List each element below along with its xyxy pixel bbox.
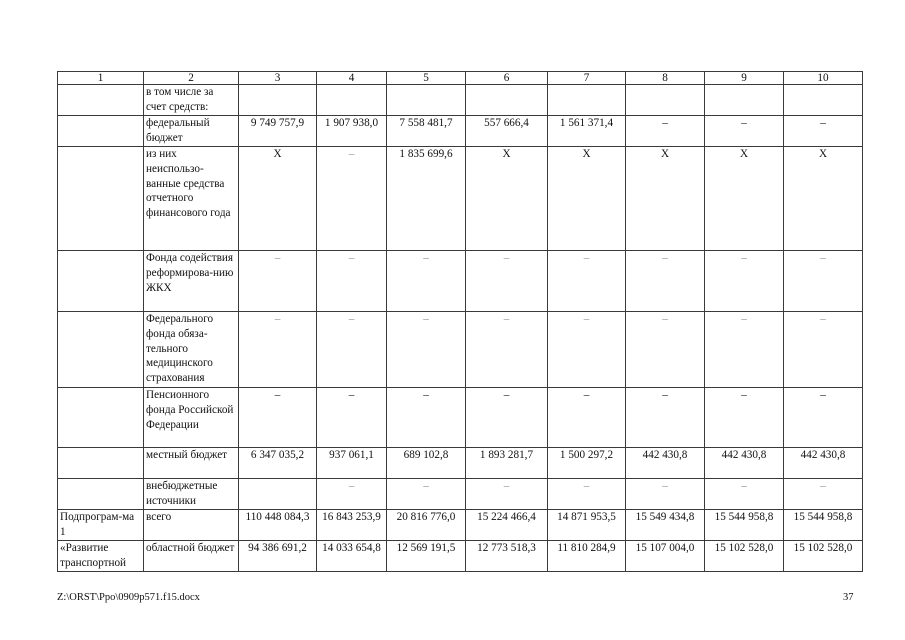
table-row <box>58 312 863 388</box>
source-cell: из них неиспользо-ванные средства отчетного финансового года <box>144 147 239 251</box>
value-cell: 20 816 776,0 <box>387 510 466 541</box>
value-cell: – <box>705 312 784 388</box>
value-cell <box>317 85 387 116</box>
program-cell <box>58 116 144 147</box>
table-row <box>58 448 863 479</box>
table-row <box>58 147 863 251</box>
value-cell: 14 871 953,5 <box>548 510 626 541</box>
program-cell: Подпрограм-ма 1 <box>58 510 144 541</box>
value-cell: – <box>387 388 466 448</box>
value-cell: – <box>466 312 548 388</box>
value-cell: – <box>784 312 863 388</box>
source-cell: всего <box>144 510 239 541</box>
value-cell: 442 430,8 <box>626 448 705 479</box>
value-cell: 1 835 699,6 <box>387 147 466 251</box>
value-cell: – <box>548 388 626 448</box>
value-cell: – <box>317 312 387 388</box>
value-cell: – <box>626 479 705 510</box>
value-cell: – <box>317 147 387 251</box>
source-cell: федеральный бюджет <box>144 116 239 147</box>
value-cell: 12 569 191,5 <box>387 541 466 572</box>
header-cell: 1 <box>58 72 144 85</box>
value-cell: – <box>705 251 784 312</box>
header-cell: 10 <box>784 72 863 85</box>
source-cell: местный бюджет <box>144 448 239 479</box>
value-cell: 6 347 035,2 <box>239 448 317 479</box>
value-cell <box>626 85 705 116</box>
value-cell <box>387 85 466 116</box>
value-cell: – <box>626 388 705 448</box>
header-cell: 4 <box>317 72 387 85</box>
budget-table <box>57 71 863 572</box>
program-cell <box>58 479 144 510</box>
header-cell: 8 <box>626 72 705 85</box>
value-cell: – <box>548 251 626 312</box>
value-cell: Х <box>784 147 863 251</box>
table-row <box>58 388 863 448</box>
program-cell <box>58 147 144 251</box>
table-row <box>58 510 863 541</box>
value-cell: – <box>239 251 317 312</box>
table-row <box>58 116 863 147</box>
value-cell: – <box>387 312 466 388</box>
footer-file-path: Z:\ORST\Ppo\0909p571.f15.docx <box>57 592 200 603</box>
value-cell: 7 558 481,7 <box>387 116 466 147</box>
header-cell: 2 <box>144 72 239 85</box>
value-cell: 1 561 371,4 <box>548 116 626 147</box>
value-cell: 11 810 284,9 <box>548 541 626 572</box>
value-cell: 442 430,8 <box>705 448 784 479</box>
value-cell: 15 544 958,8 <box>784 510 863 541</box>
value-cell: – <box>317 479 387 510</box>
table-row <box>58 85 863 116</box>
value-cell: Х <box>466 147 548 251</box>
source-cell: областной бюджет <box>144 541 239 572</box>
value-cell <box>784 85 863 116</box>
source-cell: Пенсионного фонда Российской Федерации <box>144 388 239 448</box>
value-cell: Х <box>626 147 705 251</box>
value-cell: 442 430,8 <box>784 448 863 479</box>
value-cell: 15 544 958,8 <box>705 510 784 541</box>
program-cell <box>58 312 144 388</box>
value-cell: Х <box>548 147 626 251</box>
program-cell <box>58 448 144 479</box>
value-cell: – <box>784 479 863 510</box>
value-cell: – <box>784 251 863 312</box>
program-cell <box>58 388 144 448</box>
value-cell: – <box>466 479 548 510</box>
value-cell: 937 061,1 <box>317 448 387 479</box>
source-cell: в том числе за счет средств: <box>144 85 239 116</box>
source-cell: внебюджетные источники <box>144 479 239 510</box>
value-cell: 15 107 004,0 <box>626 541 705 572</box>
value-cell: 1 907 938,0 <box>317 116 387 147</box>
table-row <box>58 479 863 510</box>
value-cell: Х <box>705 147 784 251</box>
page-number: 37 <box>843 592 854 603</box>
value-cell: 1 893 281,7 <box>466 448 548 479</box>
value-cell: – <box>317 388 387 448</box>
value-cell: – <box>784 388 863 448</box>
header-cell: 7 <box>548 72 626 85</box>
value-cell <box>466 85 548 116</box>
table-row <box>58 541 863 572</box>
program-cell <box>58 251 144 312</box>
header-cell: 3 <box>239 72 317 85</box>
value-cell: – <box>387 251 466 312</box>
program-cell <box>58 85 144 116</box>
value-cell: – <box>548 312 626 388</box>
value-cell: 15 102 528,0 <box>705 541 784 572</box>
value-cell: – <box>784 116 863 147</box>
value-cell: 14 033 654,8 <box>317 541 387 572</box>
value-cell <box>705 85 784 116</box>
value-cell: – <box>626 312 705 388</box>
value-cell: 15 549 434,8 <box>626 510 705 541</box>
source-cell: Федерального фонда обяза-тельного медицинского страхования <box>144 312 239 388</box>
value-cell: 1 500 297,2 <box>548 448 626 479</box>
value-cell: – <box>705 479 784 510</box>
value-cell: 94 386 691,2 <box>239 541 317 572</box>
value-cell: – <box>548 479 626 510</box>
table-row <box>58 251 863 312</box>
value-cell <box>239 479 317 510</box>
value-cell: – <box>239 312 317 388</box>
source-cell: Фонда содействия реформирова-нию ЖКХ <box>144 251 239 312</box>
header-cell: 9 <box>705 72 784 85</box>
value-cell: – <box>626 116 705 147</box>
value-cell: – <box>626 251 705 312</box>
value-cell <box>548 85 626 116</box>
table-header-row <box>58 72 863 85</box>
value-cell: 15 224 466,4 <box>466 510 548 541</box>
value-cell: 110 448 084,3 <box>239 510 317 541</box>
value-cell: 16 843 253,9 <box>317 510 387 541</box>
value-cell: – <box>466 388 548 448</box>
header-cell: 5 <box>387 72 466 85</box>
value-cell: 9 749 757,9 <box>239 116 317 147</box>
value-cell: – <box>705 388 784 448</box>
value-cell: 15 102 528,0 <box>784 541 863 572</box>
value-cell <box>239 85 317 116</box>
value-cell: Х <box>239 147 317 251</box>
header-cell: 6 <box>466 72 548 85</box>
value-cell: – <box>387 479 466 510</box>
value-cell: 12 773 518,3 <box>466 541 548 572</box>
value-cell: – <box>317 251 387 312</box>
program-cell: «Развитие транспортной <box>58 541 144 572</box>
value-cell: – <box>705 116 784 147</box>
value-cell: – <box>239 388 317 448</box>
value-cell: 557 666,4 <box>466 116 548 147</box>
value-cell: – <box>466 251 548 312</box>
value-cell: 689 102,8 <box>387 448 466 479</box>
